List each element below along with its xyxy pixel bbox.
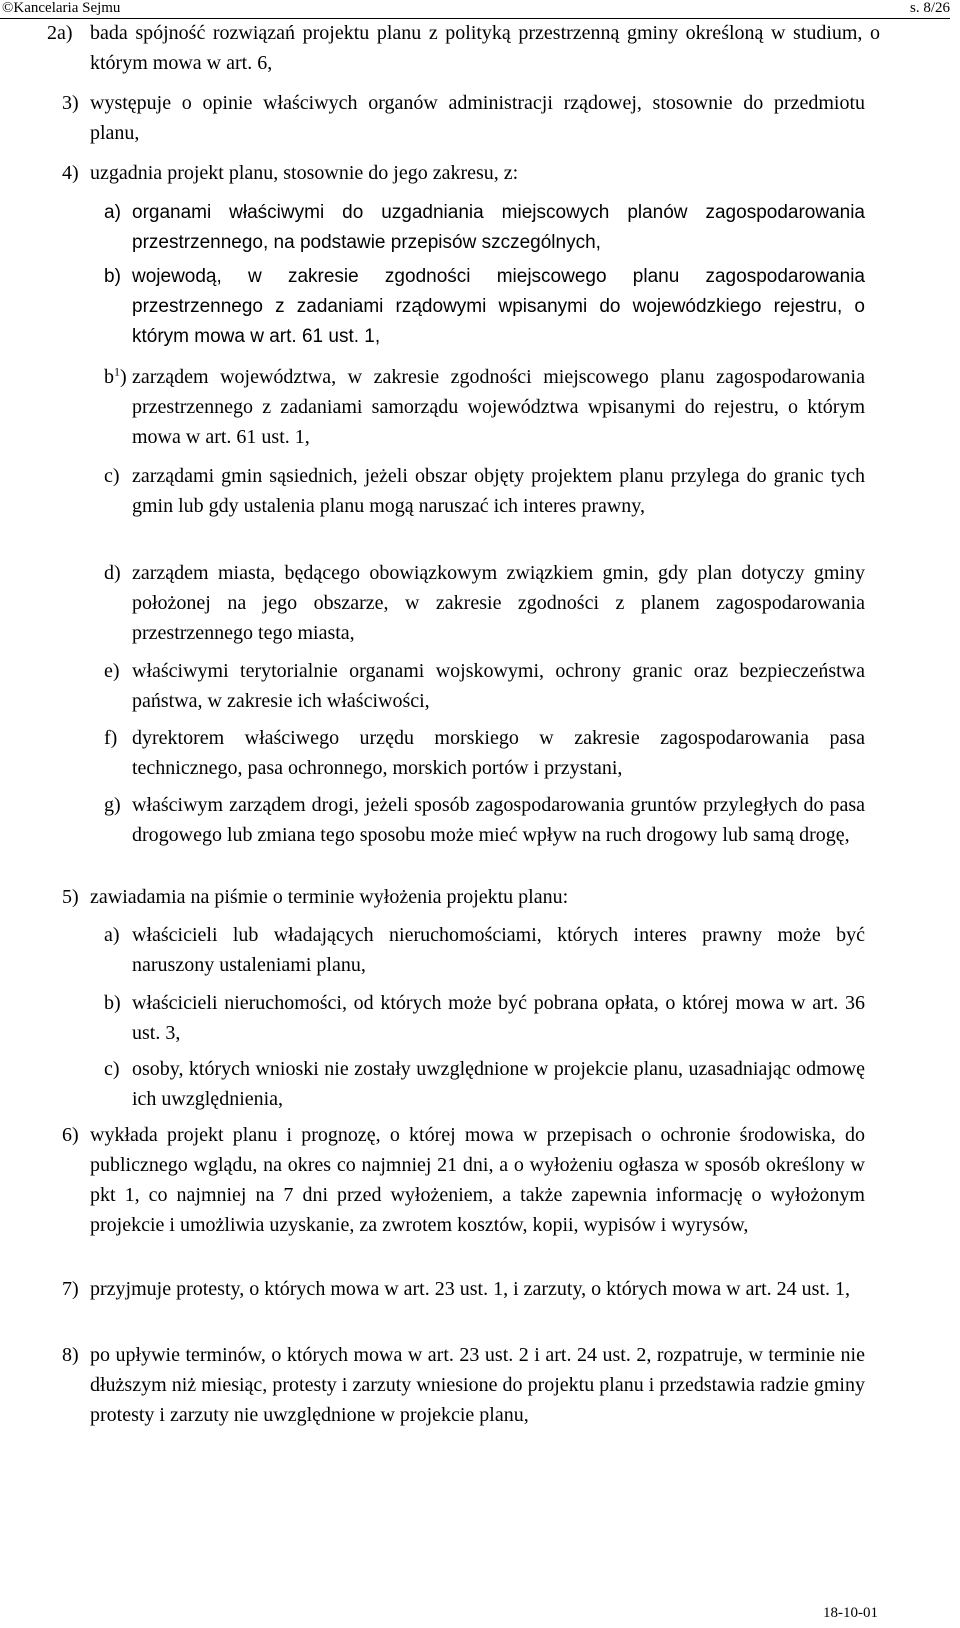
document-date: 18-10-01 xyxy=(823,1605,878,1621)
list-item xyxy=(104,362,865,452)
item-label: 5) xyxy=(62,886,79,908)
list-item xyxy=(104,790,865,850)
item-label: 2a) xyxy=(47,22,73,44)
list-item xyxy=(104,1054,865,1114)
item-label-superscript: 1 xyxy=(114,364,120,379)
item-label: 3) xyxy=(62,92,79,114)
item-label: e) xyxy=(104,660,120,682)
item-label: g) xyxy=(104,794,121,816)
item-text: zarządami gmin sąsiednich, jeżeli obszar objęty projektem planu przylega do granic tych gmin lub gdy ustalenia planu mogą naruszać ich interes prawny, xyxy=(132,465,865,517)
item-text: po upływie terminów, o których mowa w art. 23 ust. 2 i art. 24 ust. 2, rozpatruje, w terminie nie dłuższym niż miesiąc, protesty i zarzuty wniesione do projektu planu i przedstawia radzie gminy protesty i zarzuty nie uwzględnione w projekcie planu, xyxy=(90,1344,865,1426)
list-item xyxy=(104,558,865,648)
item-label: $b^1$) xyxy=(104,364,127,388)
item-label: b) xyxy=(104,992,121,1014)
item-text: zarządem miasta, będącego obowiązkowym związkiem gmin, gdy plan dotyczy gminy położonej na jego obszarze, w zakresie zgodności z planem zagospodarowania przestrzennego tego miasta, xyxy=(132,562,865,644)
item-label: 7) xyxy=(62,1278,79,1300)
list-item xyxy=(62,88,865,148)
list-item xyxy=(62,1274,865,1304)
list-item xyxy=(62,882,865,912)
item-text: właścicieli lub władających nieruchomościami, których interes prawny może być naruszony ustaleniami planu, xyxy=(132,924,865,976)
list-item xyxy=(62,1340,865,1430)
item-label: f) xyxy=(104,727,118,749)
item-label: a) xyxy=(104,202,121,223)
item-label: 4) xyxy=(62,162,79,184)
list-item xyxy=(104,988,865,1048)
page-number: s. 8/26 xyxy=(909,0,950,16)
item-text: właściwym zarządem drogi, jeżeli sposób zagospodarowania gruntów przyległych do pasa drogowego lub zmiana tego sposobu może mieć wpływ na ruch drogowy lub samą drogę, xyxy=(132,794,865,846)
list-item xyxy=(47,18,880,78)
item-text: zarządem województwa, w zakresie zgodności miejscowego planu zagospodarowania przestrzennego z zadaniami samorządu województwa wpisanymi do rejestru, o którym mowa w art. 61 ust. 1, xyxy=(132,366,865,448)
item-text: zawiadamia na piśmie o terminie wyłożenia projektu planu: xyxy=(90,886,569,908)
list-item xyxy=(104,461,865,521)
item-text: uzgadnia projekt planu, stosownie do jego zakresu, z: xyxy=(90,162,519,184)
list-item xyxy=(104,920,865,980)
publisher-label: ©Kancelaria Sejmu xyxy=(2,0,121,16)
item-text: wykłada projekt planu i prognozę, o której mowa w przepisach o ochronie środowiska, do publicznego wglądu, na okres co najmniej 21 dni, a o wyłożeniu ogłasza w sposób określony w pkt 1, co najmniej na 7 dni przed wyłożeniem, a także zapewnia informację o wyłożonym projekcie i umożliwia uzyskanie, za zwrotem kosztów, kopii, wypisów i wyrysów, xyxy=(90,1124,865,1236)
item-text: wojewodą, w zakresie zgodności miejscowego planu zagospodarowania przestrzennego z zadaniami rządowymi wpisanymi do wojewódzkiego rejestru, o którym mowa w art. 61 ust. 1, xyxy=(132,266,865,347)
item-text: występuje o opinie właściwych organów administracji rządowej, stosownie do przedmiotu planu, xyxy=(90,92,865,144)
item-label: a) xyxy=(104,924,120,946)
item-label: b) xyxy=(104,266,121,287)
list-item xyxy=(62,1120,865,1240)
item-label: 6) xyxy=(62,1124,79,1146)
item-label: c) xyxy=(104,465,120,487)
item-text: bada spójność rozwiązań projektu planu z polityką przestrzenną gminy określoną w studium, o którym mowa w art. 6, xyxy=(90,22,880,74)
list-item xyxy=(104,656,865,716)
list-item xyxy=(104,723,865,783)
item-text: przyjmuje protesty, o których mowa w art. 23 ust. 1, i zarzuty, o których mowa w art. 24 ust. 1, xyxy=(90,1278,851,1300)
page-header xyxy=(0,0,960,18)
list-item xyxy=(104,262,865,352)
list-item xyxy=(104,198,865,258)
item-text: właścicieli nieruchomości, od których może być pobrana opłata, o której mowa w art. 36 ust. 3, xyxy=(132,992,865,1044)
item-text: właściwymi terytorialnie organami wojskowymi, ochrony granic oraz bezpieczeństwa państwa, w zakresie ich właściwości, xyxy=(132,660,865,712)
list-item xyxy=(62,158,865,188)
item-label: c) xyxy=(104,1058,120,1080)
item-text: dyrektorem właściwego urzędu morskiego w zakresie zagospodarowania pasa technicznego, pasa ochronnego, morskich portów i przystani, xyxy=(132,727,865,779)
item-text: organami właściwymi do uzgadniania miejscowych planów zagospodarowania przestrzennego, na podstawie przepisów szczególnych, xyxy=(132,202,865,253)
item-label: 8) xyxy=(62,1344,79,1366)
item-text: osoby, których wnioski nie zostały uwzględnione w projekcie planu, uzasadniając odmowę ich uwzględnienia, xyxy=(132,1058,865,1110)
item-label: d) xyxy=(104,562,121,584)
